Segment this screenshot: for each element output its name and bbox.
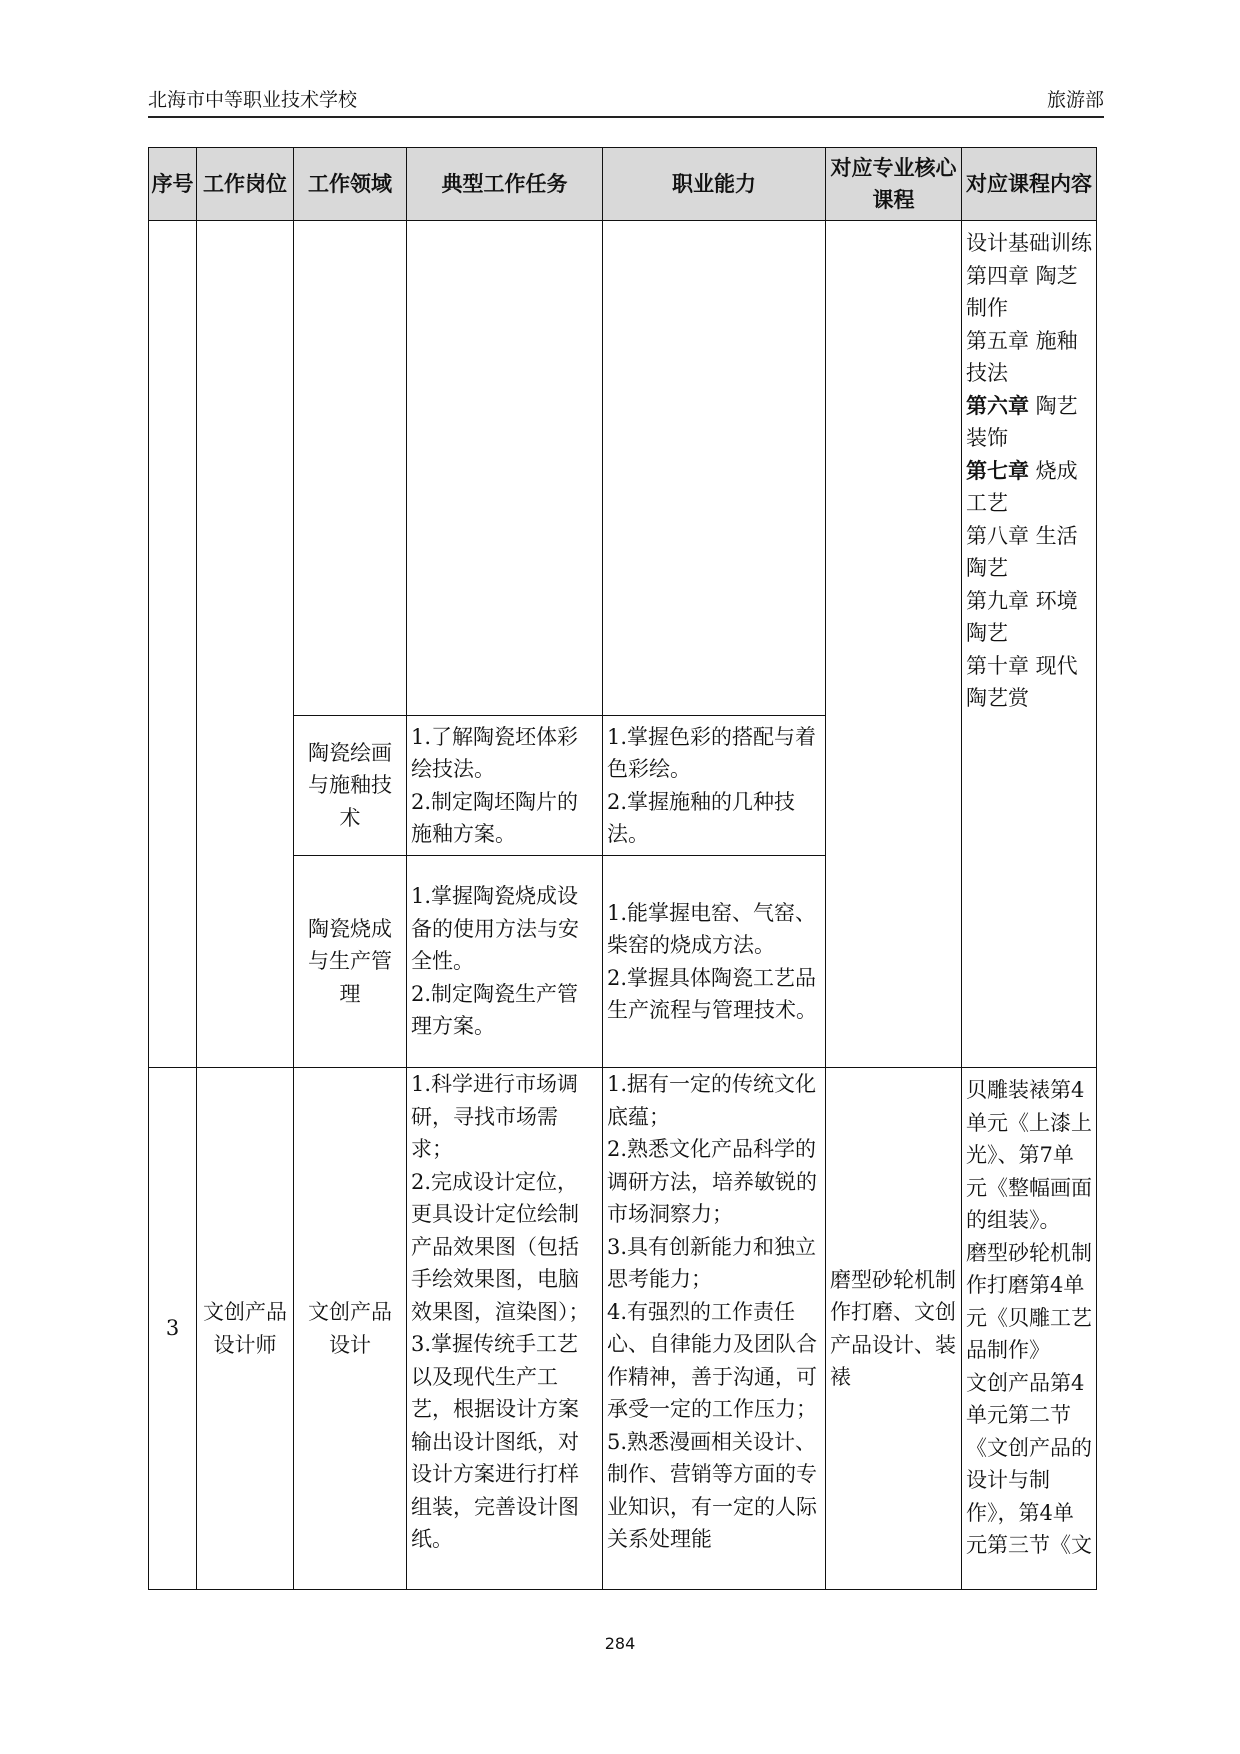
cell-ability: 1.据有一定的传统文化底蕴； 2.熟悉文化产品科学的调研方法，培养敏锐的市场洞察力； 3.具有创新能力和独立思考能力； 4.有强烈的工作责任心、自律能力及团队合作精神，善于沟通，可承受一定的工作压力； 5.熟悉漫画相关设计、制作、营销等方面的专业知识，有一定的人际关系处理能 <box>603 1068 826 1590</box>
cell-task: 1.了解陶瓷坯体彩绘技法。 2.制定陶坯陶片的施釉方案。 <box>407 716 603 856</box>
cell-course-content: 贝雕装裱第4单元《上漆上光》、第7单元《整幅画面的组装》。 磨型砂轮机制作打磨第4单元《贝雕工艺品制作》 文创产品第4单元第二节《文创产品的设计与制作》，第4单元第三节《文 <box>962 1068 1097 1590</box>
course-line-0: 设计基础训练 <box>966 231 1092 255</box>
cell-post: 文创产品设计师 <box>197 1068 294 1590</box>
cell-task: 1.科学进行市场调研，寻找市场需求； 2.完成设计定位，更具设计定位绘制产品效果图（包括手绘效果图，电脑效果图，渲染图）； 3.掌握传统手工艺以及现代生产工艺，根据设计方案输出设计图纸，对设计方案进行打样组装，完善设计图纸。 <box>407 1068 603 1590</box>
cell-course-content-continued <box>962 221 1097 1068</box>
course-line-4: 第七章 烧成工艺 <box>966 458 1078 515</box>
header-course-content: 对应课程内容 <box>962 148 1097 221</box>
header-ability: 职业能力 <box>603 148 826 221</box>
course-line-6: 第九章 环境陶艺 <box>966 588 1078 645</box>
page-number: 284 <box>604 1634 636 1653</box>
course-line-7: 第十章 现代陶艺赏 <box>966 653 1078 710</box>
course-line-1: 第四章 陶芝制作 <box>966 263 1078 320</box>
page-header <box>148 86 1104 118</box>
cell-domain: 陶瓷绘画与施釉技术 <box>294 716 407 856</box>
cell-core-course: 磨型砂轮机制作打磨、文创产品设计、装裱 <box>826 1068 962 1590</box>
cell-ability: 1.掌握色彩的搭配与着色彩绘。 2.掌握施釉的几种技法。 <box>603 716 826 856</box>
cell-task-empty <box>407 221 603 716</box>
header-post: 工作岗位 <box>197 148 294 221</box>
header-core-course: 对应专业核心课程 <box>826 148 962 221</box>
cell-ability-empty <box>603 221 826 716</box>
cell-domain: 陶瓷烧成与生产管理 <box>294 856 407 1068</box>
cell-domain-empty <box>294 221 407 716</box>
school-name: 北海市中等职业技术学校 <box>148 89 358 111</box>
course-line-3: 第六章 陶艺装饰 <box>966 393 1078 450</box>
header-no: 序号 <box>149 148 197 221</box>
cell-core-empty <box>826 221 962 1068</box>
curriculum-table <box>148 147 1097 1590</box>
table-header-row <box>149 148 1097 221</box>
header-domain: 工作领域 <box>294 148 407 221</box>
header-task: 典型工作任务 <box>407 148 603 221</box>
cell-task: 1.掌握陶瓷烧成设备的使用方法与安全性。 2.制定陶瓷生产管理方案。 <box>407 856 603 1068</box>
table-row <box>149 1068 1097 1590</box>
cell-ability: 1.能掌握电窑、气窑、柴窑的烧成方法。 2.掌握具体陶瓷工艺品生产流程与管理技术。 <box>603 856 826 1068</box>
cell-post-empty <box>197 221 294 1068</box>
cell-no-empty <box>149 221 197 1068</box>
cell-domain: 文创产品设计 <box>294 1068 407 1590</box>
course-line-2: 第五章 施釉技法 <box>966 328 1078 385</box>
table-row <box>149 221 1097 716</box>
course-line-5: 第八章 生活陶艺 <box>966 523 1078 580</box>
cell-no: 3 <box>149 1068 197 1590</box>
department-name: 旅游部 <box>1046 89 1104 111</box>
